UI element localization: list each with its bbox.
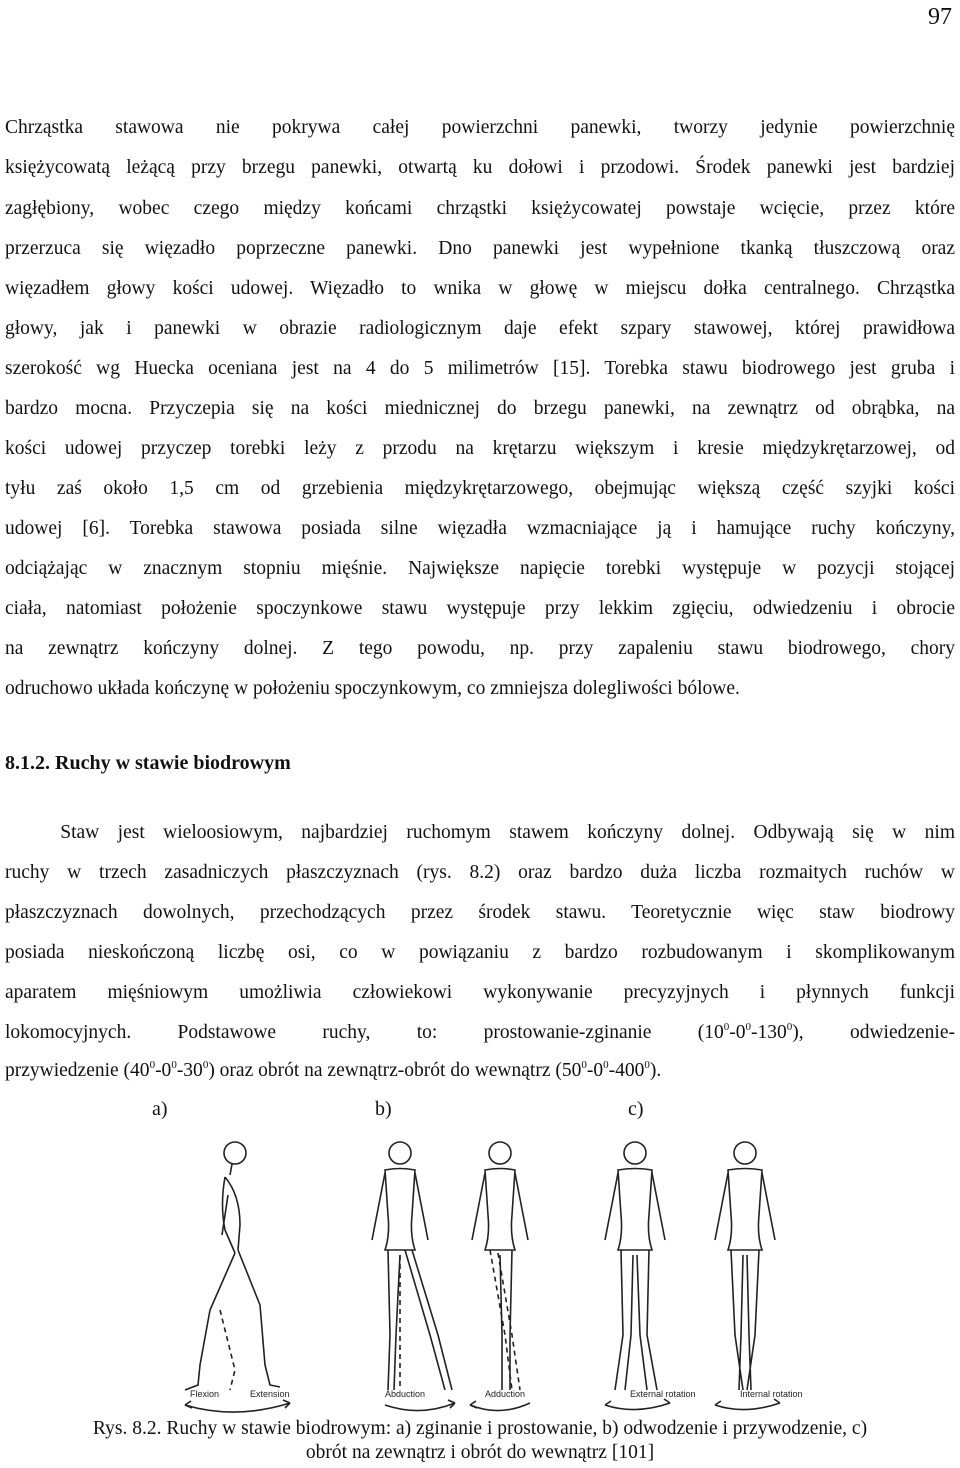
paragraph-line: więzadłem głowy kości udowej. Więzadło to wnika w głowę w miejscu dołka centralnego. Chrząstka <box>5 278 955 299</box>
adduction-figure <box>470 1142 530 1411</box>
paragraph-line: lokomocyjnych. Podstawowe ruchy, to: prostowanie-zginanie $(10^0-0^0-130^0)$, odwiedzenie- <box>5 1021 955 1043</box>
figure-tag-abduction: Abduction <box>385 1389 426 1399</box>
figure-tag-internal-rotation: Internal rotation <box>740 1389 803 1399</box>
paragraph-line: aparatem mięśniowym umożliwia człowiekowi wykonywanie precyzyjnych i płynnych funkcji <box>5 982 955 1003</box>
paragraph-line: Staw jest wieloosiowym, najbardziej ruchomym stawem kończyny dolnej. Odbywają się w nim <box>5 822 955 843</box>
paragraph-line: kości udowej przyczep torebki leży z przodu na krętarzu większym i kresie międzykrętarzowej, od <box>5 438 955 459</box>
page-number: 97 <box>928 4 952 30</box>
figure-label-b: b) <box>375 1098 392 1120</box>
paragraph-line: ruchy w trzech zasadniczych płaszczyznach (rys. 8.2) oraz bardzo duża liczba rozmaitych ruchów w <box>5 862 955 883</box>
figure-tag-flexion: Flexion <box>190 1389 220 1399</box>
paragraph-line: odruchowo układa kończynę w położeniu spoczynkowym, co zmniejsza dolegliwości bólowe. <box>5 678 740 699</box>
figure-tag-external-rotation: External rotation <box>630 1389 696 1399</box>
paragraph-line: bardzo mocna. Przyczepia się na kości miednicznej do brzegu panewki, na zewnątrz od obrąbka, na <box>5 398 955 419</box>
flexion-extension-figure <box>185 1142 290 1412</box>
paragraph-line: na zewnątrz kończyny dolnej. Z tego powodu, np. przy zapaleniu stawu biodrowego, chory <box>5 638 955 659</box>
paragraph-line: ciała, natomiast położenie spoczynkowe stawu występuje przy lekkim zgięciu, odwiedzeniu i obrocie <box>5 598 955 619</box>
paragraph-line: płaszczyznach dowolnych, przechodzących przez środek stawu. Teoretycznie więc staw biodrowy <box>5 902 955 923</box>
section-heading: 8.1.2. Ruchy w stawie biodrowym <box>5 752 291 774</box>
hip-movements-figure <box>180 1135 810 1425</box>
internal-rotation-figure <box>715 1142 780 1410</box>
figure-caption-line: Rys. 8.2. Ruchy w stawie biodrowym: a) zginanie i prostowanie, b) odwodzenie i przywodzenie, c) <box>92 1418 868 1439</box>
figure-tag-extension: Extension <box>250 1389 290 1399</box>
paragraph-line: Chrząstka stawowa nie pokrywa całej powierzchni panewki, tworzy jedynie powierzchnię <box>5 117 955 138</box>
abduction-figure <box>372 1142 455 1411</box>
paragraph-line: księżycowatą leżącą przy brzegu panewki, otwartą ku dołowi i przodowi. Środek panewki jest bardziej <box>5 157 955 178</box>
paragraph-line: zagłębiony, wobec czego między końcami chrząstki księżycowatej powstaje wcięcie, przez które <box>5 198 955 219</box>
paragraph-line: głowy, jak i panewki w obrazie radiologicznym daje efekt szpary stawowej, której prawidłowa <box>5 318 955 339</box>
external-rotation-figure <box>605 1142 670 1410</box>
paragraph-line: odciążając w znacznym stopniu mięśnie. Największe napięcie torebki występuje w pozycji stojącej <box>5 558 955 579</box>
figure-label-c: c) <box>628 1098 644 1120</box>
paragraph-line: przerzuca się więzadło poprzeczne panewki. Dno panewki jest wypełnione tkanką tłuszczową oraz <box>5 238 955 259</box>
figure-label-a: a) <box>152 1098 168 1120</box>
paragraph-line: udowej [6]. Torebka stawowa posiada silne więzadła wzmacniające ją i hamujące ruchy kończyny, <box>5 518 955 539</box>
paragraph-line: posiada nieskończoną liczbę osi, co w powiązaniu z bardzo rozbudowanym i skomplikowanym <box>5 942 955 963</box>
figure-tag-adduction: Adduction <box>485 1389 526 1399</box>
paragraph-line: tyłu zaś około 1,5 cm od grzebienia międzykrętarzowego, obejmując większą część szyjki kości <box>5 478 955 499</box>
figure-caption-line: obrót na zewnątrz i obrót do wewnątrz [101] <box>305 1442 655 1463</box>
paragraph-line: przywiedzenie $(40^0-0^0-30^0)$ oraz obrót na zewnątrz-obrót do wewnątrz $(50^0-0^0-400^0)$. <box>5 1059 662 1081</box>
paragraph-line: szerokość wg Huecka oceniana jest na 4 do 5 milimetrów [15]. Torebka stawu biodrowego jest gruba i <box>5 358 955 379</box>
